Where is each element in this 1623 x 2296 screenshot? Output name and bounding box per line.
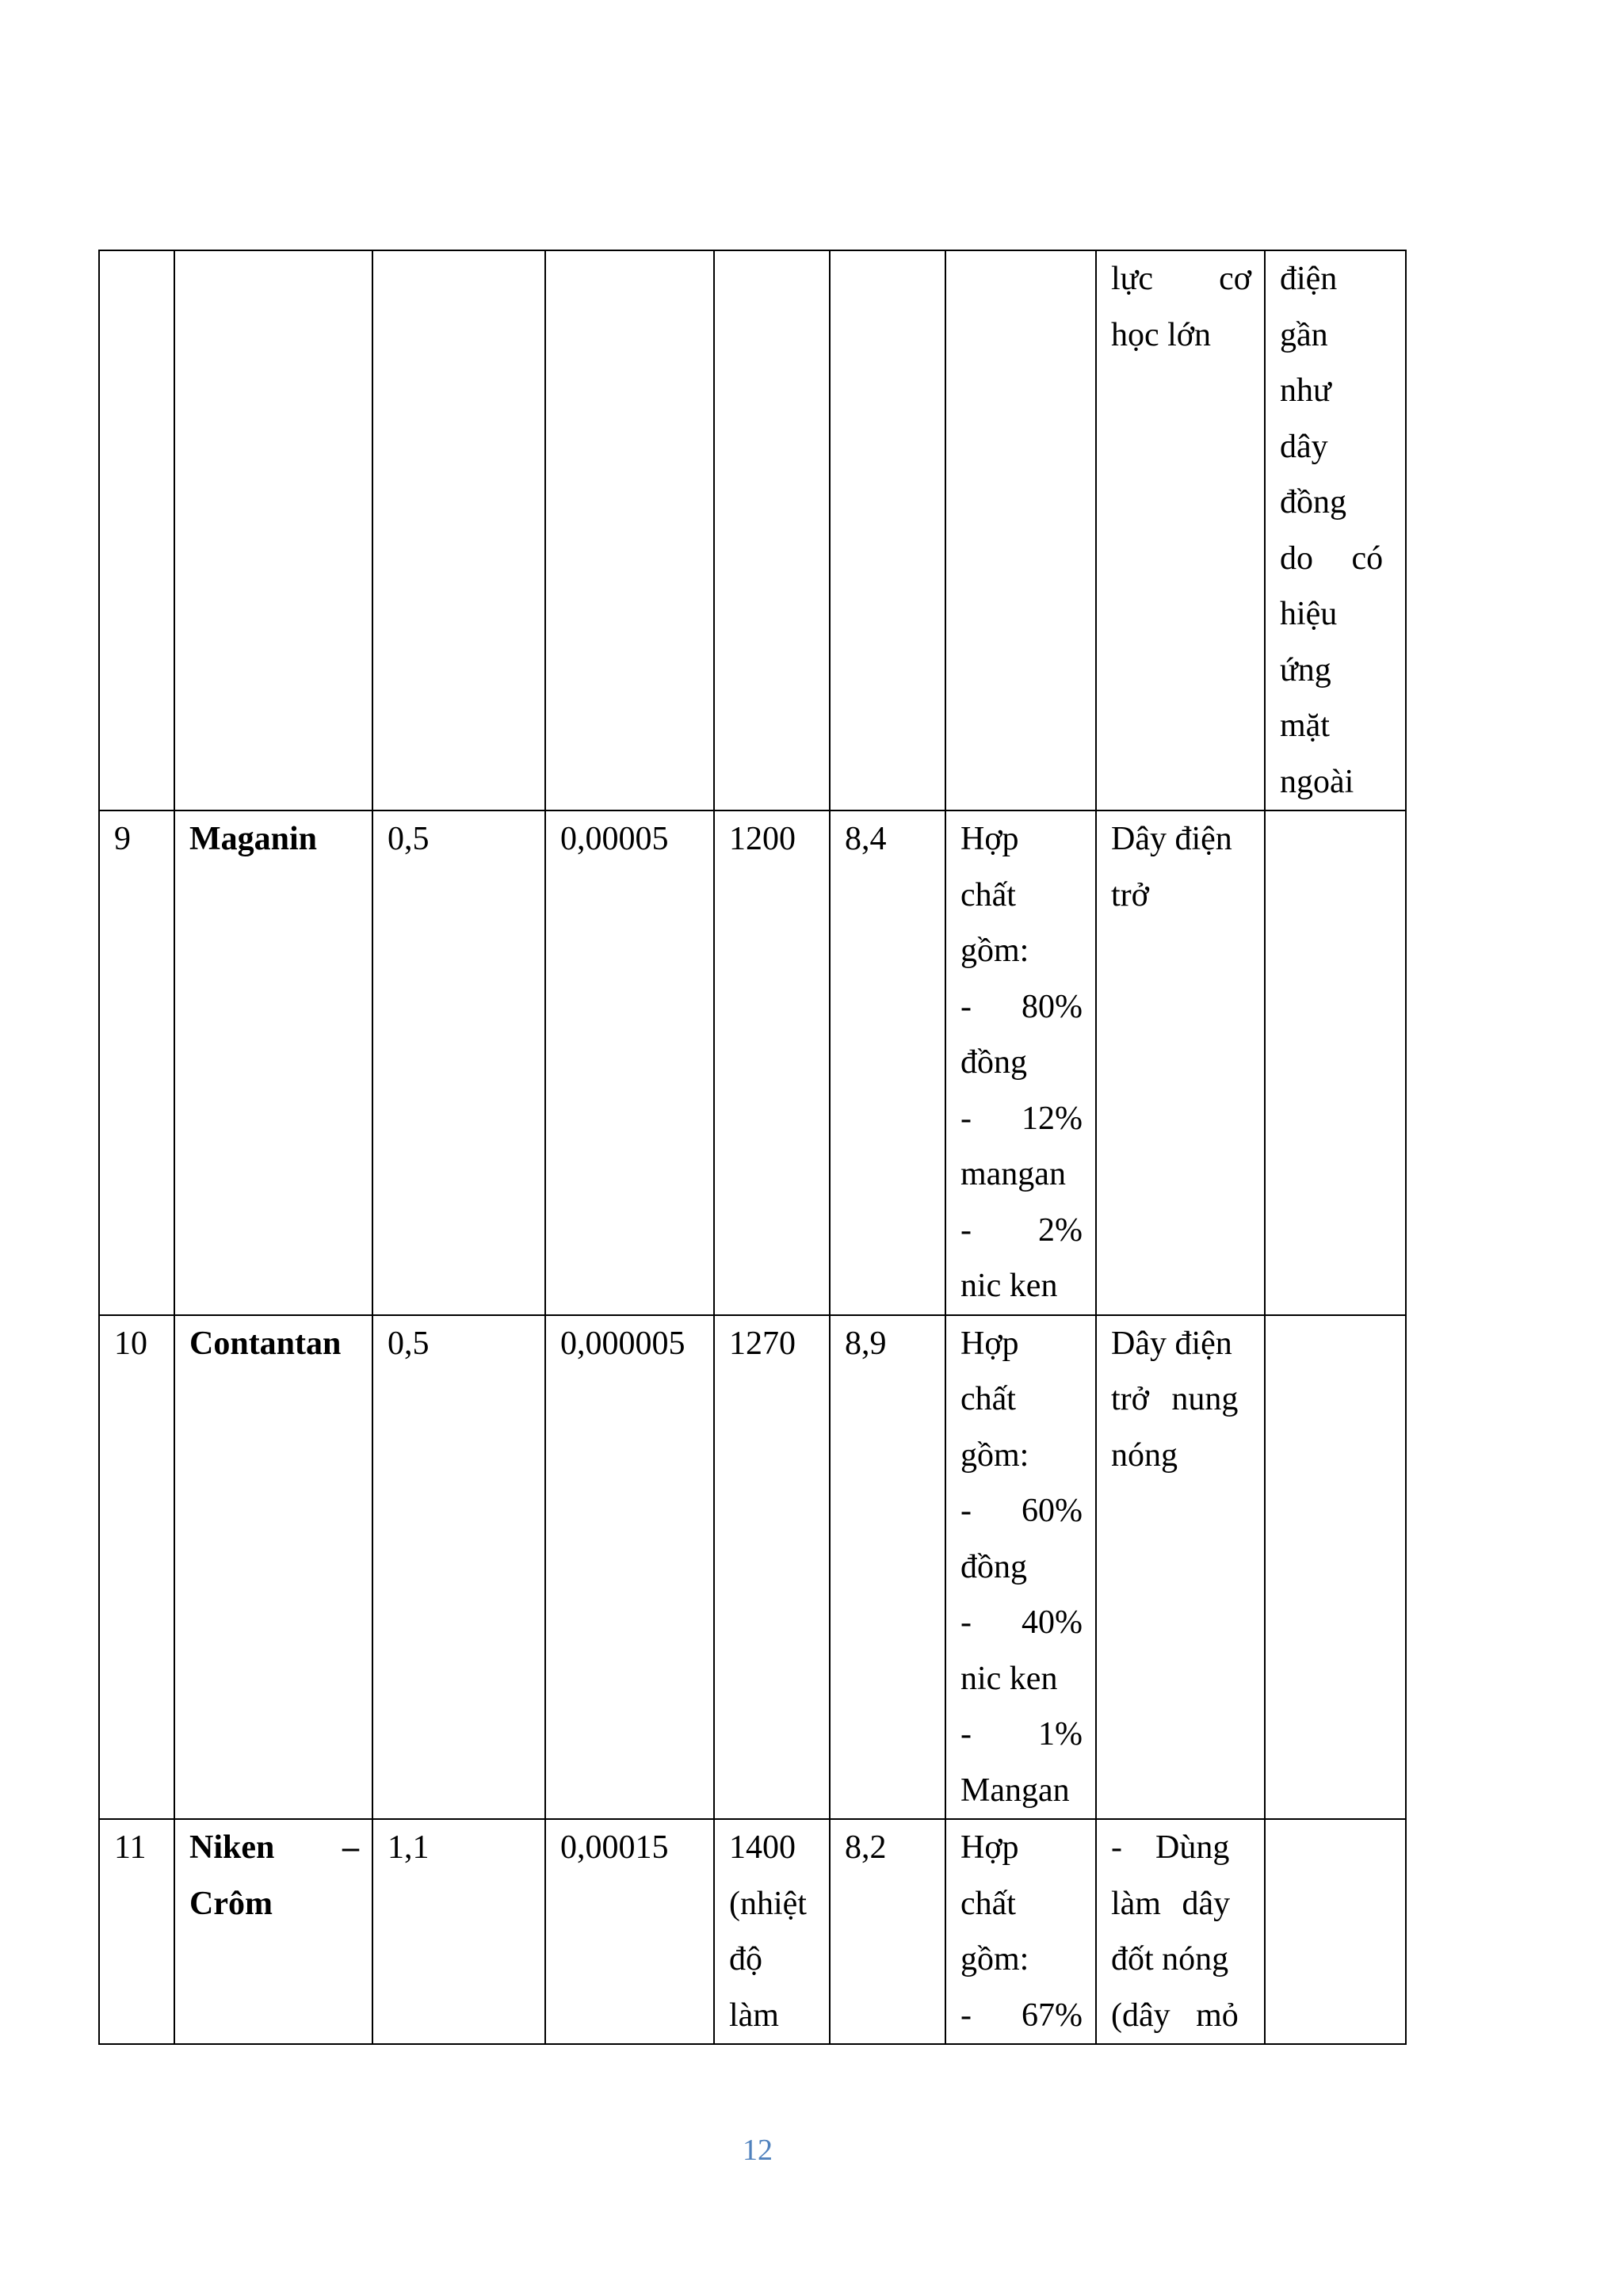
cell-stt: 11 [99,1819,174,2044]
cell-value: 1,1 [372,1819,545,2044]
cell-value: 0,00015 [545,1819,714,2044]
cell-line: 1400 [729,1829,796,1866]
cell-line: dây [1280,428,1328,465]
cell-line: độ [729,1941,762,1978]
cell-stt: 9 [99,810,174,1315]
table-cell-notes [1265,250,1406,810]
cell-value: 0,5 [372,1315,545,1820]
cell-notes [1265,1315,1406,1820]
table-row [99,1819,1406,2044]
cell-composition [945,1819,1096,2044]
cell-usage [1096,810,1265,1315]
cell-line: ứng [1280,651,1331,688]
cell-line: - 80% [960,988,1083,1025]
cell-line: - 60% [960,1493,1083,1529]
cell-composition [945,1315,1096,1820]
cell-value: 0,5 [372,810,545,1315]
cell-line: - 2% [960,1211,1083,1249]
page-number: 12 [743,2134,773,2167]
cell-line: nóng [1111,1436,1178,1474]
cell-line: chất [960,876,1016,913]
cell-material-name: Contantan [174,1315,372,1820]
cell-line [1111,251,1251,307]
cell-line: như [1280,372,1331,409]
cell-line: (nhiệt [729,1885,807,1922]
table-cell [830,250,945,810]
cell-value: 0,00005 [545,810,714,1315]
cell-line: gồm: [960,1941,1029,1978]
table-cell [714,250,830,810]
cell-line: học lớn [1111,316,1212,353]
cell-material-name: Niken – Crôm [174,1819,372,2044]
cell-line: mặt [1280,707,1330,744]
cell-line: điện [1280,261,1338,297]
word: cơ [1219,261,1251,297]
cell-line: ngoài [1280,763,1354,800]
cell-material-name: Maganin [174,810,372,1315]
cell-line: 1200 [729,821,796,857]
cell-line: Hợp [960,1829,1019,1866]
cell-line: Dây điện [1111,1325,1232,1362]
cell-composition [945,810,1096,1315]
table-cell [945,250,1096,810]
table-row [99,1315,1406,1820]
cell-value [714,1315,830,1820]
cell-line: trở [1111,876,1149,913]
cell-value [714,810,830,1315]
cell-line: - 1% [960,1716,1083,1753]
cell-line: Dây điện [1111,821,1232,857]
cell-line: Hợp [960,1325,1019,1362]
cell-value: 8,2 [830,1819,945,2044]
cell-line: đồng [960,1548,1027,1585]
cell-line: 1270 [729,1325,796,1362]
cell-line: - 12% [960,1100,1083,1137]
cell-value [714,1819,830,2044]
cell-stt: 10 [99,1315,174,1820]
cell-line: nic ken [960,1268,1058,1304]
cell-line: làm [729,1997,779,2034]
table-cell [372,250,545,810]
cell-line: mangan [960,1156,1066,1192]
cell-usage [1096,1819,1265,2044]
cell-line: hiệu [1280,596,1338,632]
materials-table [98,250,1407,2045]
cell-line: do có [1280,540,1384,577]
cell-line: gồm: [960,933,1029,969]
cell-value: 8,4 [830,810,945,1315]
cell-line: đồng [960,1044,1027,1081]
cell-notes [1265,810,1406,1315]
cell-line: - Dùng [1111,1829,1230,1866]
cell-line: - 40% [960,1604,1083,1641]
cell-line: gần [1280,316,1328,353]
table-row [99,810,1406,1315]
cell-line: làm dây [1111,1885,1231,1922]
cell-line: trở nung [1111,1381,1239,1417]
cell-line: (dây mỏ [1111,1997,1239,2034]
table-row-continuation [99,250,1406,810]
table-cell-usage [1096,250,1265,810]
cell-notes [1265,1819,1406,2044]
cell-line: đốt nóng [1111,1941,1229,1978]
cell-line: - 67% [960,1997,1083,2034]
table-cell [99,250,174,810]
cell-value: 0,000005 [545,1315,714,1820]
cell-line: đồng [1280,484,1346,521]
cell-line: chất [960,1381,1016,1417]
cell-line: Mangan [960,1772,1070,1809]
cell-line: gồm: [960,1436,1029,1474]
cell-line: nic ken [960,1660,1058,1697]
cell-line: Hợp [960,821,1019,857]
word: lực [1111,261,1154,297]
table-cell [545,250,714,810]
cell-line: chất [960,1885,1016,1922]
cell-usage [1096,1315,1265,1820]
table-cell [174,250,372,810]
cell-value: 8,9 [830,1315,945,1820]
